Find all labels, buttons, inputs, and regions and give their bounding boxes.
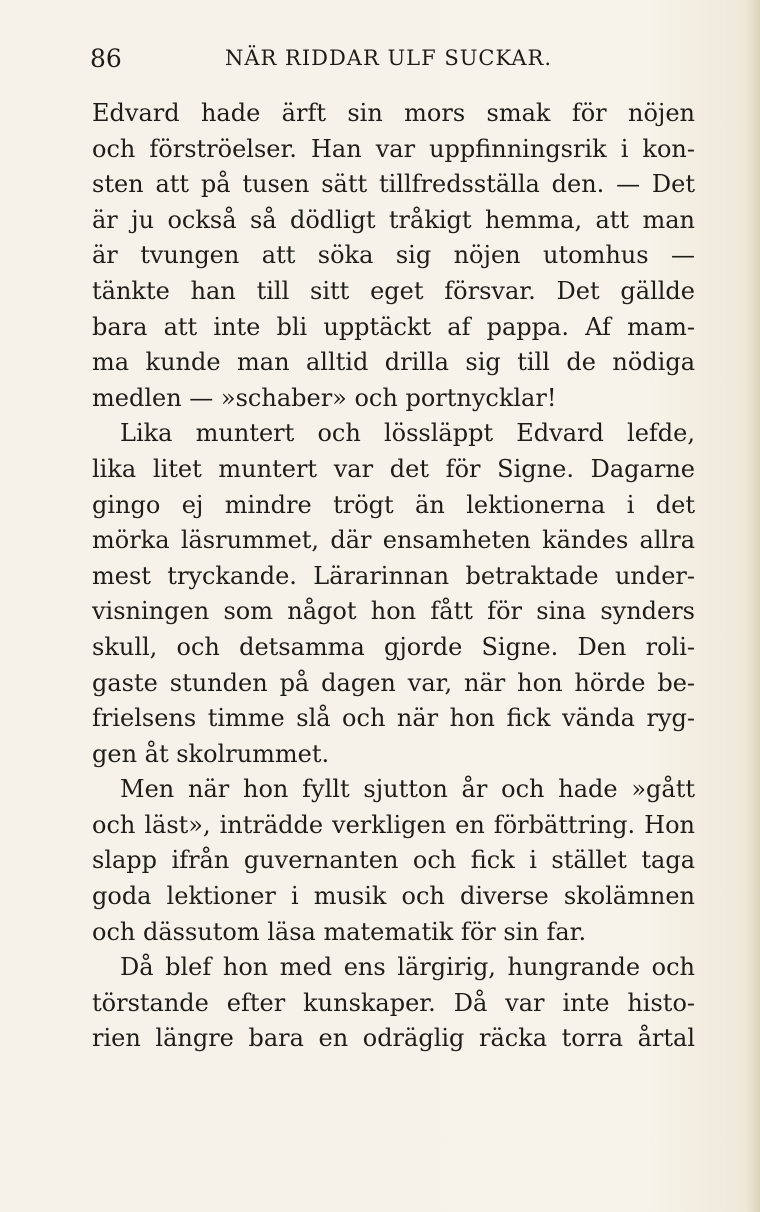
text-line: mest tryckande. Lärarinnan betraktade under- [92,561,695,590]
text-line: bara att inte bli upptäckt af pappa. Af mam- [92,312,695,341]
text-line: gen åt skolrummet. [92,739,330,768]
text-line: Edvard hade ärft sin mors smak för nöjen [92,99,695,127]
page-number: 86 [90,44,122,73]
text-line: medlen — »schaber» och portnycklar! [92,383,557,412]
text-line: är ju också så dödligt tråkigt hemma, att man [92,205,695,234]
text-line: goda lektioner i musik och diverse skolämnen [92,882,695,911]
text-line: skull, och detsamma gjorde Signe. Den roli- [92,632,695,661]
page-header-title: NÄR RIDDAR ULF SUCKAR. [225,46,552,70]
text-line: ma kunde man alltid drilla sig till de nödiga [92,348,695,377]
text-line: lika litet muntert var det för Signe. Dagarne [92,454,695,483]
page-edge-shadow [746,0,760,1212]
text-line: och läst», inträdde verkligen en förbättring. Hon [92,810,695,839]
text-line: och förströelser. Han var uppfinningsrik i kon- [92,134,695,163]
text-line: och dässutom läsa matematik för sin far. [92,917,587,946]
text-line: rien längre bara en odräglig räcka torra årtal [92,1024,695,1053]
text-line: Men när hon fyllt sjutton år och hade »gått [120,775,695,804]
text-line: mörka läsrummet, där ensamheten kändes allra [92,526,695,555]
text-line: slapp ifrån guvernanten och fick i stället taga [92,846,695,875]
text-line: Då blef hon med ens lärgirig, hungrande och [120,953,695,982]
text-line: törstande efter kunskaper. Då var inte histo- [92,988,695,1017]
text-line: Lika muntert och lössläppt Edvard lefde, [120,419,695,448]
text-line: tänkte han till sitt eget försvar. Det gällde [92,276,695,305]
text-line: visningen som något hon fått för sina synders [92,597,695,626]
text-line: sten att på tusen sätt tillfredsställa den. — Det [92,170,695,199]
running-head [90,40,695,80]
text-line: frielsens timme slå och när hon fick vända ryg- [92,704,695,733]
text-line: är tvungen att söka sig nöjen utomhus — [92,241,695,270]
body-text [92,96,695,1057]
text-line: gingo ej mindre trögt än lektionerna i det [92,490,695,519]
text-line: gaste stunden på dagen var, när hon hörde be- [92,668,695,697]
